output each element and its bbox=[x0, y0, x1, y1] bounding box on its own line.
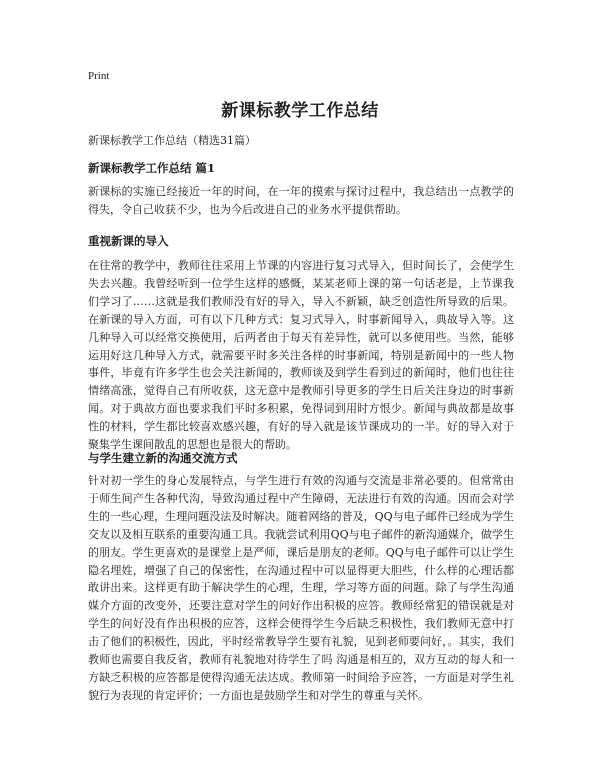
section-heading-lesson-intro: 重视新课的导入 bbox=[88, 234, 169, 248]
section-body-lesson-intro: 在往常的教学中，教师往往采用上节课的内容进行复习式导入，但时间长了，会使学生失去兴趣。我曾经听到一位学生这样的感慨，某某老师上课的第一句话老是，上节课我们学习了……这就是我们教师没有好的导入，导入不新颖，缺乏创造性所导致的后果。在新课的导入方面，可有以下几种方式：复习式导入，时事新闻导入，典故导入等。这几种导入可以经常交换使用，后两者由于每天有差异性，就可以多使用些。当然，能够运用好这几种导入方式，就需要平时多关注各样的时事新闻，特别是新闻中的一些人物事件，毕竟有许多学生也会关注新闻的，教师谈及到学生看到过的新闻时，他们也往往情绪高涨，觉得自己有所收获，这无意中是教师引导更多的学生日后关注身边的时事新闻。对于典故方面也要求我们平时多积累，免得词到用时方恨少。新闻与典故都是故事性的材料，学生都比较喜欢感兴趣，有好的导入就是该节课成功的一半。好的导入对于聚集学生课间散乱的思想也是很大的帮助。 bbox=[88, 259, 514, 452]
section-body-communication: 针对初一学生的身心发展特点，与学生进行有效的沟通与交流是非常必要的。但常常由于师生间产生各种代沟，导致沟通过程中产生障碍，无法进行有效的沟通。因而会对学生的一些心理，生理问题没法及时解决。随着网络的普及，QQ与电子邮件已经成为学生交友以及相互联系的重要沟通工具。我就尝试利用QQ与电子邮件的新沟通媒介，做学生的朋友。学生更喜欢的是课堂上是严师，课后是朋友的老师。QQ与电子邮件可以让学生隐名埋姓，增强了自己的保密性，在沟通过程中可以显得更大胆些，什么样的心理话都敢讲出来。这样更有助于解决学生的心理，生理，学习等方面的问题。除了与学生沟通媒介方面的改变外，还要注意对学生的问好作出积极的应答。教师经常犯的错误就是对学生的问好没有作出积极的应答，这样会使得学生今后缺乏积极性，我们教师无意中打击了他们的积极性，因此，平时经常教导学生要有礼貌，见到老师要问好，。其实，我们教师也需要自我反省，教师有礼貌地对待学生了吗 沟通是相互的，双方互动的每人和一方缺乏积极的应答都是使得沟通无法达成。教师第一时间给予应答，一方面是对学生礼貌行为表现的肯定评价；一方面也是鼓励学生和对学生的尊重与关怀。 bbox=[88, 474, 514, 702]
intro-paragraph: 新课标的实施已经接近一年的时间，在一年的摸索与探讨过程中，我总结出一点教学的得失，令自己收获不少，也为今后改进自己的业务水平提供帮助。 bbox=[88, 185, 514, 216]
document-subtitle: 新课标教学工作总结（精选31篇） bbox=[88, 134, 256, 147]
print-link[interactable]: Print bbox=[88, 70, 110, 82]
page-title: 新课标教学工作总结 bbox=[221, 101, 379, 121]
section-heading-part1: 新课标教学工作总结 篇1 bbox=[88, 161, 216, 175]
section-heading-communication: 与学生建立新的沟通交流方式 bbox=[88, 451, 238, 465]
